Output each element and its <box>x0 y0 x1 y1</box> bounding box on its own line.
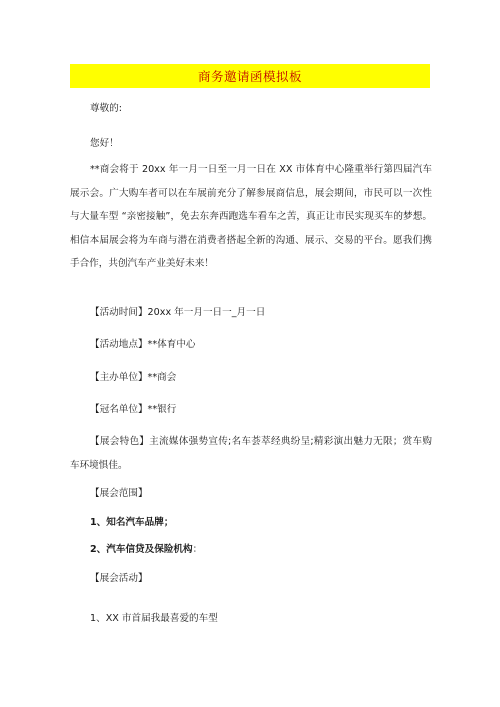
intro-paragraph: **商会将于 20xx 年一月一日至一月一日在 XX 市体育中心隆重举行第四届汽车展示会。广大购车者可以在车展前充分了解参展商信息，展会期间，市民可以一次性与大量车型 “亲密接触”，免去东奔西跑选车看车之苦，真正让市民实现买车的梦想。相信本届展会将为车商与潜在消费者搭起全新的沟通、展示、交易的平台。愿我们携手合作，共创汽车产业美好未来！ <box>70 164 432 269</box>
organizer: 【主办单位】**商会 <box>90 372 177 383</box>
activity-venue: 【活动地点】**体育中心 <box>90 339 196 350</box>
activity-time: 【活动时间】20xx 年一月一日一_月一日 <box>90 307 266 318</box>
activities-heading: 【展会活动】 <box>90 573 148 584</box>
scope-item-2-label: 2、汽车信贷及保险机构 <box>90 544 193 555</box>
scope-item-2-colon: ： <box>192 544 203 555</box>
scope-item-2 <box>90 544 202 556</box>
document-title: 商务邀请函模拟板 <box>197 69 302 84</box>
scope-item-1: 1、知名汽车品牌； <box>90 517 174 528</box>
scope-heading: 【展会范围】 <box>90 488 148 499</box>
salutation: 尊敬的: <box>90 103 123 114</box>
exhibition-features: 【展会特色】主流媒体强势宣传;名车荟萃经典纷呈;精彩演出魅力无限；赏车购车环境惧佳。 <box>70 436 432 471</box>
title-banner <box>70 64 430 88</box>
activities-item-1: 1、XX 市首届我最喜爱的车型 <box>90 613 218 624</box>
greeting: 您好！ <box>90 138 119 149</box>
title-sponsor: 【冠名单位】**银行 <box>90 404 177 415</box>
